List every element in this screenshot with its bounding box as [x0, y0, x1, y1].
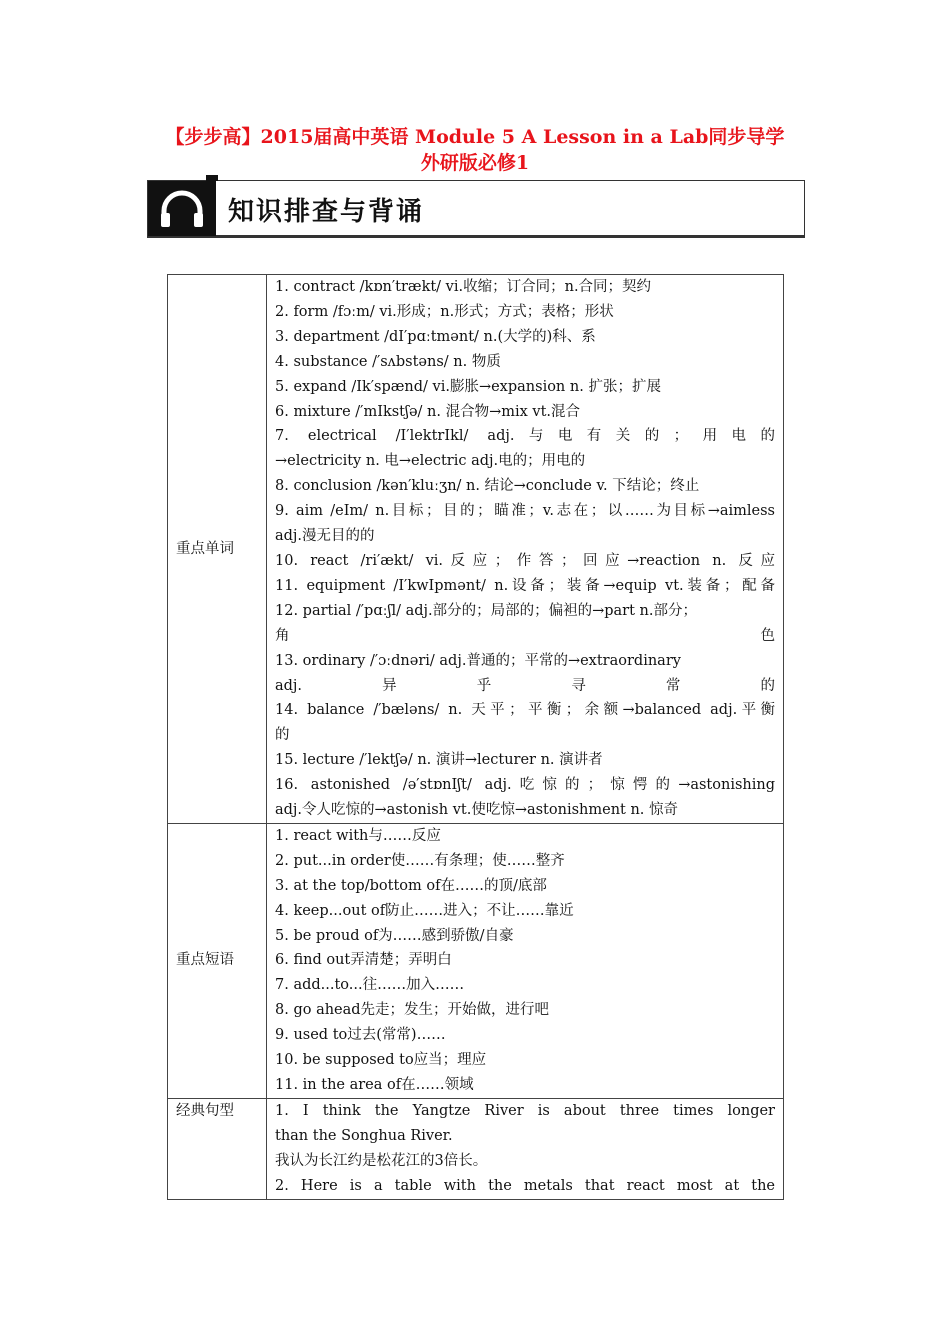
entry-line: 7. electrical /I′lektrIkl/ adj.与电有关的；用电的 [275, 428, 775, 445]
entry-line: 我认为长江约是松花江的3倍长。 [275, 1152, 488, 1169]
entry-line: 1. react with与……反应 [275, 827, 441, 844]
table-row [168, 275, 784, 824]
entry-line: 9. aim /eIm/ n.目标；目的；瞄准；v.志在；以……为目标→aimless [275, 503, 775, 520]
entry-line: 的 [275, 727, 290, 744]
entry-line: 11. equipment /I′kwIpmənt/ n.设备；装备→equip vt.装备；配备 [275, 577, 775, 594]
entry-line: 1. contract /kɒn′trækt/ vi.收缩；订合同；n.合同；契约 [275, 279, 652, 295]
banner-title: 知识排查与背诵 [228, 197, 425, 227]
content-cell [267, 823, 784, 1098]
entry-line: adj.异乎寻常的 [275, 677, 775, 694]
entry-line: 16. astonished /ə′stɒnIʃt/ adj.吃惊的；惊愕的→astonishing [275, 777, 775, 794]
entry-line: 2. Here is a table with the metals that react most at the [275, 1177, 775, 1194]
entry-line: 7. add...to...往……加入…… [275, 977, 465, 994]
content-cell [267, 275, 784, 824]
title-line-1: 【步步高】2015届高中英语 Module 5 A Lesson in a Lab同步导学 [165, 126, 785, 148]
entry-line: 13. ordinary /′ɔːdnəri/ adj.普通的；平常的→extraordinary [275, 652, 681, 669]
entry-line: 4. keep...out of防止……进入；不让……靠近 [275, 902, 574, 919]
entry-line: 1. I think the Yangtze River is about three times longer [275, 1102, 775, 1119]
content-cell [267, 1098, 784, 1199]
entry-line: 15. lecture /′lektʃə/ n. 演讲→lecturer n. 演讲者 [275, 752, 603, 769]
headphones-icon [148, 181, 216, 236]
entry-line: →electricity n. 电→electric adj.电的；用电的 [275, 453, 586, 470]
entry-line: 4. substance /′sʌbstəns/ n. 物质 [275, 353, 501, 370]
entry-line: 3. at the top/bottom of在……的顶/底部 [275, 877, 547, 894]
entry-line: 10. be supposed to应当；理应 [275, 1052, 487, 1069]
entry-line: 6. mixture /′mIkstʃə/ n. 混合物→mix vt.混合 [275, 403, 581, 420]
entry-line: 3. department /dI′pɑːtmənt/ n.(大学的)科、系 [275, 328, 596, 345]
knowledge-table [167, 274, 784, 1200]
entry-line: 11. in the area of在……领域 [275, 1077, 474, 1093]
category-cell: 重点短语 [168, 823, 267, 1098]
entry-line: 5. expand /Ik′spænd/ vi.膨胀→expansion n. 扩张；扩展 [275, 378, 661, 395]
entry-line: adj.令人吃惊的→astonish vt.使吃惊→astonishment n. 惊奇 [275, 802, 679, 819]
entry-line: 8. go ahead先走；发生；开始做，进行吧 [275, 1002, 550, 1019]
category-cell: 经典句型 [168, 1098, 267, 1199]
entry-line: 2. form /fɔːm/ vi.形成；n.形式；方式；表格；形状 [275, 303, 614, 320]
document-title [120, 124, 830, 176]
entry-line: 6. find out弄清楚；弄明白 [275, 952, 452, 969]
entry-line: 10. react /ri′ækt/ vi.反应；作答；回应→reaction n. 反应 [275, 552, 775, 569]
category-cell: 重点单词 [168, 275, 267, 824]
table-row [168, 1098, 784, 1199]
title-line-2: 外研版必修1 [420, 152, 530, 174]
entry-line: 12. partial /′pɑːʃl/ adj.部分的；局部的；偏袒的→part n.部分； [275, 602, 697, 619]
entry-line: than the Songhua River. [275, 1127, 453, 1144]
entry-line: 5. be proud of为……感到骄傲/自豪 [275, 927, 514, 944]
table-row [168, 823, 784, 1098]
entry-line: adj.漫无目的的 [275, 528, 375, 545]
entry-line: 14. balance /′bæləns/ n. 天平；平衡；余额→balanced adj.平衡 [275, 702, 775, 719]
entry-line: 角色 [275, 627, 775, 644]
entry-line: 8. conclusion /kən′kluːʒn/ n. 结论→conclude v. 下结论；终止 [275, 478, 700, 495]
section-banner [147, 180, 805, 238]
entry-line: 2. put...in order使……有条理；使……整齐 [275, 852, 565, 869]
entry-line: 9. used to过去(常常)…… [275, 1027, 446, 1044]
